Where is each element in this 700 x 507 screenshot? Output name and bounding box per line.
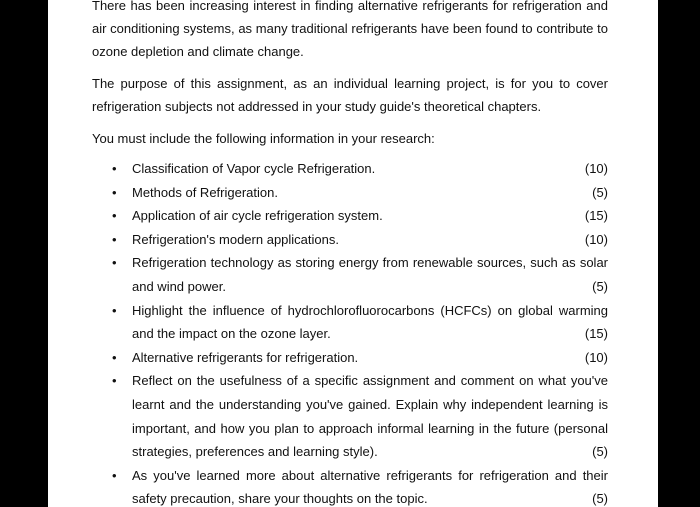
list-item-text: Methods of Refrigeration. (132, 184, 278, 200)
bullet-icon: • (112, 373, 117, 389)
list-item (92, 157, 608, 181)
points-value: (5) (592, 491, 608, 507)
points-value: (15) (584, 326, 608, 342)
list-item (92, 228, 608, 252)
requirements-list (92, 157, 608, 507)
list-item-text: Application of air cycle refrigeration system. (132, 208, 383, 224)
list-item-text: Highlight the influence of hydrochlorofluorocarbons (HCFCs) on global warming and the impact on the ozone layer. (15) (132, 299, 608, 346)
list-item (92, 346, 608, 370)
points-value: (5) (592, 184, 608, 200)
bullet-icon: • (112, 184, 117, 200)
list-item (92, 369, 608, 463)
purpose-paragraph: The purpose of this assignment, as an individual learning project, is for you to cover refrigeration subjects not addressed in your study guide's theoretical chapters. (92, 76, 608, 114)
document-page (48, 0, 658, 507)
document-content (92, 0, 608, 507)
points-value: (10) (584, 349, 608, 365)
list-item-text: Classification of Vapor cycle Refrigeration. (132, 161, 376, 176)
list-item (92, 181, 608, 205)
list-item (92, 299, 608, 346)
points-value: (5) (592, 278, 608, 294)
intro-paragraph: There has been increasing interest in finding alternative refrigerants for refrigeration and air conditioning systems, as many traditional refrigerants have been found to contribute to ozone depletion and climate change. (92, 0, 608, 59)
points-value: (10) (584, 231, 608, 247)
list-item-text: As you've learned more about alternative refrigerants for refrigeration and their safety precaution, share your thoughts on the topic. (5) (132, 464, 608, 507)
bullet-icon: • (112, 208, 117, 224)
requirements-intro: You must include the following information in your research: (92, 131, 435, 146)
bullet-icon: • (112, 302, 117, 318)
bullet-icon: • (112, 161, 117, 176)
list-item (92, 204, 608, 228)
bullet-icon: • (112, 349, 117, 365)
list-item-text: Alternative refrigerants for refrigeration. (132, 349, 359, 365)
points-value: (15) (584, 208, 608, 224)
bullet-icon: • (112, 231, 117, 247)
list-item-text: Reflect on the usefulness of a specific assignment and comment on what you've learnt and the understanding you've gained. Explain why independent learning is important, and how you plan to approach informal learning in the future (personal strategies, preferences and learning style). (5) (132, 369, 608, 463)
bullet-icon: • (112, 467, 117, 483)
points-value: (10) (584, 161, 608, 176)
list-item-text: Refrigeration's modern applications. (132, 231, 339, 247)
list-item (92, 251, 608, 298)
bullet-icon: • (112, 255, 117, 271)
list-item (92, 464, 608, 507)
list-item-text: Refrigeration technology as storing energy from renewable sources, such as solar and wind power. (5) (132, 251, 608, 298)
points-value: (5) (592, 444, 608, 460)
